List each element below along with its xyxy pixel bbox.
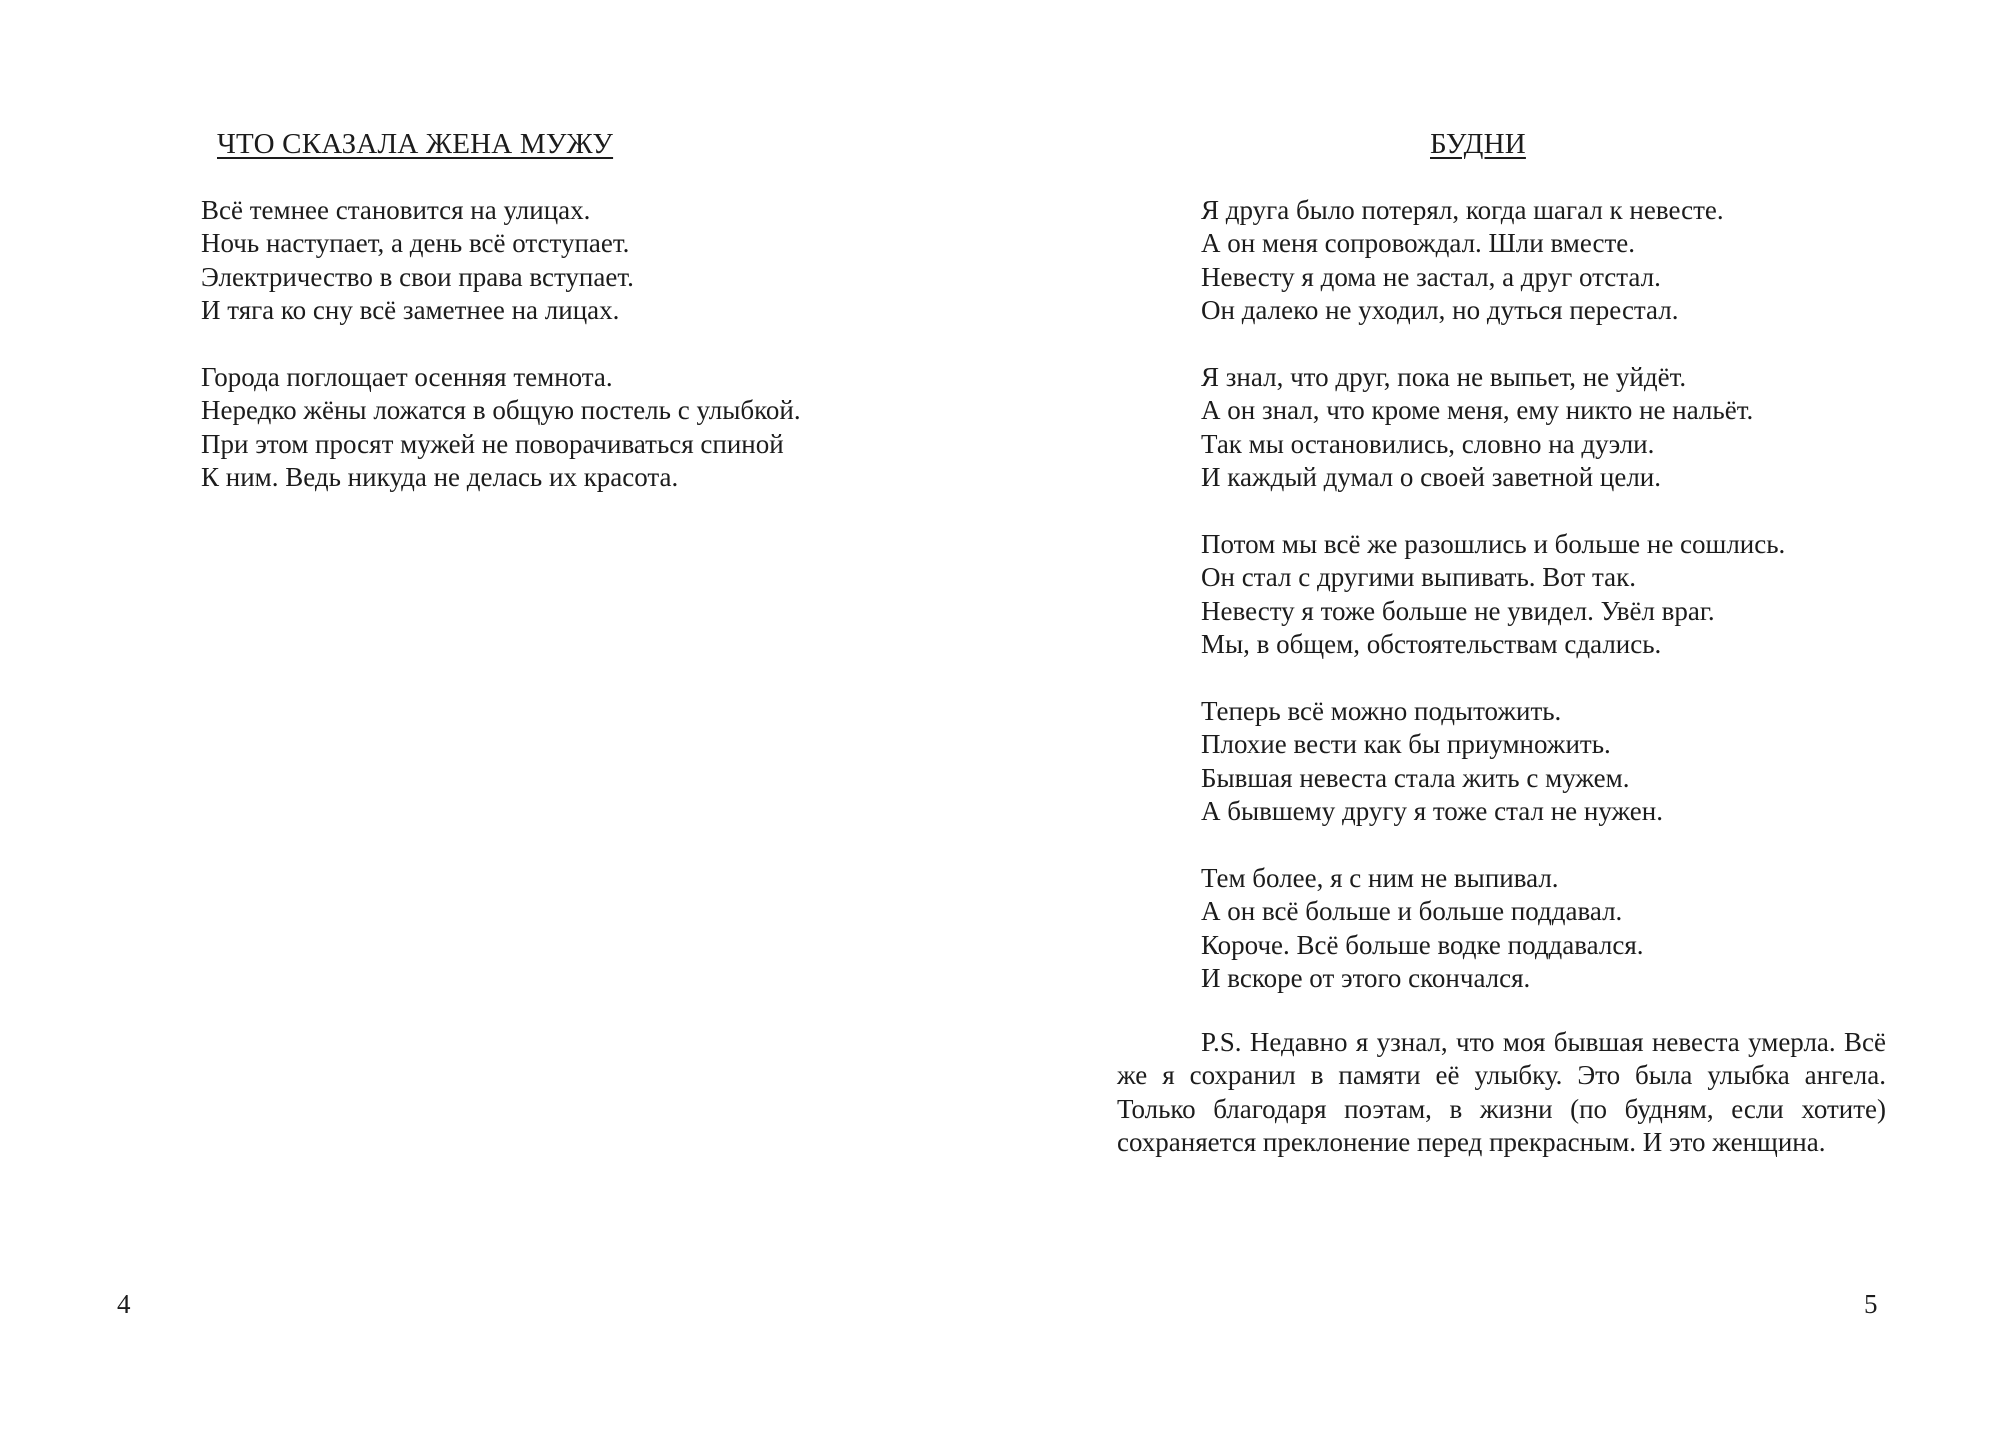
poem-line: Я друга было потерял, когда шагал к невесте. xyxy=(1201,195,1724,225)
poem-title: БУДНИ xyxy=(1430,128,1526,160)
poem-line: А он меня сопровождал. Шли вместе. xyxy=(1201,228,1636,259)
page-number: 5 xyxy=(1864,1289,1878,1319)
poem-line: Так мы остановились, словно на дуэли. xyxy=(1201,428,1655,459)
poem-line: Плохие вести как бы приумножить. xyxy=(1201,729,1611,760)
poem-line: Потом мы всё же разошлись и больше не сошлись. xyxy=(1201,529,1786,560)
poem-line: Теперь всё можно подытожить. xyxy=(1201,696,1562,727)
right-page xyxy=(1000,0,2000,1440)
poem-title: ЧТО СКАЗАЛА ЖЕНА МУЖУ xyxy=(217,128,614,160)
stanza xyxy=(201,194,801,328)
stanza xyxy=(1201,862,1785,996)
poem-body xyxy=(1201,194,1785,996)
poem-line: Он далеко не уходил, но дуться перестал. xyxy=(1201,295,1679,326)
poem-line: Невесту я тоже больше не увидел. Увёл враг. xyxy=(1201,595,1715,626)
poem-line: Невесту я дома не застал, а друг отстал. xyxy=(1201,261,1661,292)
poem-line: Бывшая невеста стала жить с мужем. xyxy=(1201,762,1630,793)
poem-line: При этом просят мужей не поворачиваться спиной xyxy=(201,428,784,459)
page-number: 4 xyxy=(117,1289,131,1319)
poem-line: И тяга ко сну всё заметнее на лицах. xyxy=(201,295,620,326)
stanza xyxy=(1201,194,1785,328)
stanza xyxy=(201,361,801,495)
poem-line: Нередко жёны ложатся в общую постель с улыбкой. xyxy=(201,395,801,426)
poem-line: А он всё больше и больше поддавал. xyxy=(1201,896,1623,927)
poem-line: Города поглощает осенняя темнота. xyxy=(201,362,613,393)
poem-body xyxy=(201,194,801,495)
poem-line: Мы, в общем, обстоятельствам сдались. xyxy=(1201,629,1662,660)
stanza xyxy=(1201,361,1785,495)
poem-line: Короче. Всё больше водке поддавался. xyxy=(1201,929,1644,960)
poem-line: К ним. Ведь никуда не делась их красота. xyxy=(201,462,679,493)
stanza xyxy=(1201,695,1785,829)
poem-line: И каждый думал о своей заветной цели. xyxy=(1201,462,1661,493)
poem-line: Тем более, я с ним не выпивал. xyxy=(1201,863,1559,894)
stanza xyxy=(1201,528,1785,662)
poem-line: Я знал, что друг, пока не выпьет, не уйдёт. xyxy=(1201,362,1687,393)
poem-line: А он знал, что кроме меня, ему никто не нальёт. xyxy=(1201,395,1754,426)
postscript: P.S. Недавно я узнал, что моя бывшая невеста умерла. Всё же я сохранил в памяти её улыбку. Это была улыбка ангела. Только благодаря поэтам, в жизни (по будням, если хотите) сохраняется преклонение перед прекрасным. И это женщина. xyxy=(1117,1027,1886,1158)
poem-line: А бывшему другу я тоже стал не нужен. xyxy=(1201,796,1663,827)
poem-line: Он стал с другими выпивать. Вот так. xyxy=(1201,562,1636,593)
poem-line: И вскоре от этого скончался. xyxy=(1201,963,1531,994)
poem-line: Ночь наступает, а день всё отступает. xyxy=(201,228,630,259)
poem-line: Всё темнее становится на улицах. xyxy=(201,195,591,225)
poem-line: Электричество в свои права вступает. xyxy=(201,261,634,292)
